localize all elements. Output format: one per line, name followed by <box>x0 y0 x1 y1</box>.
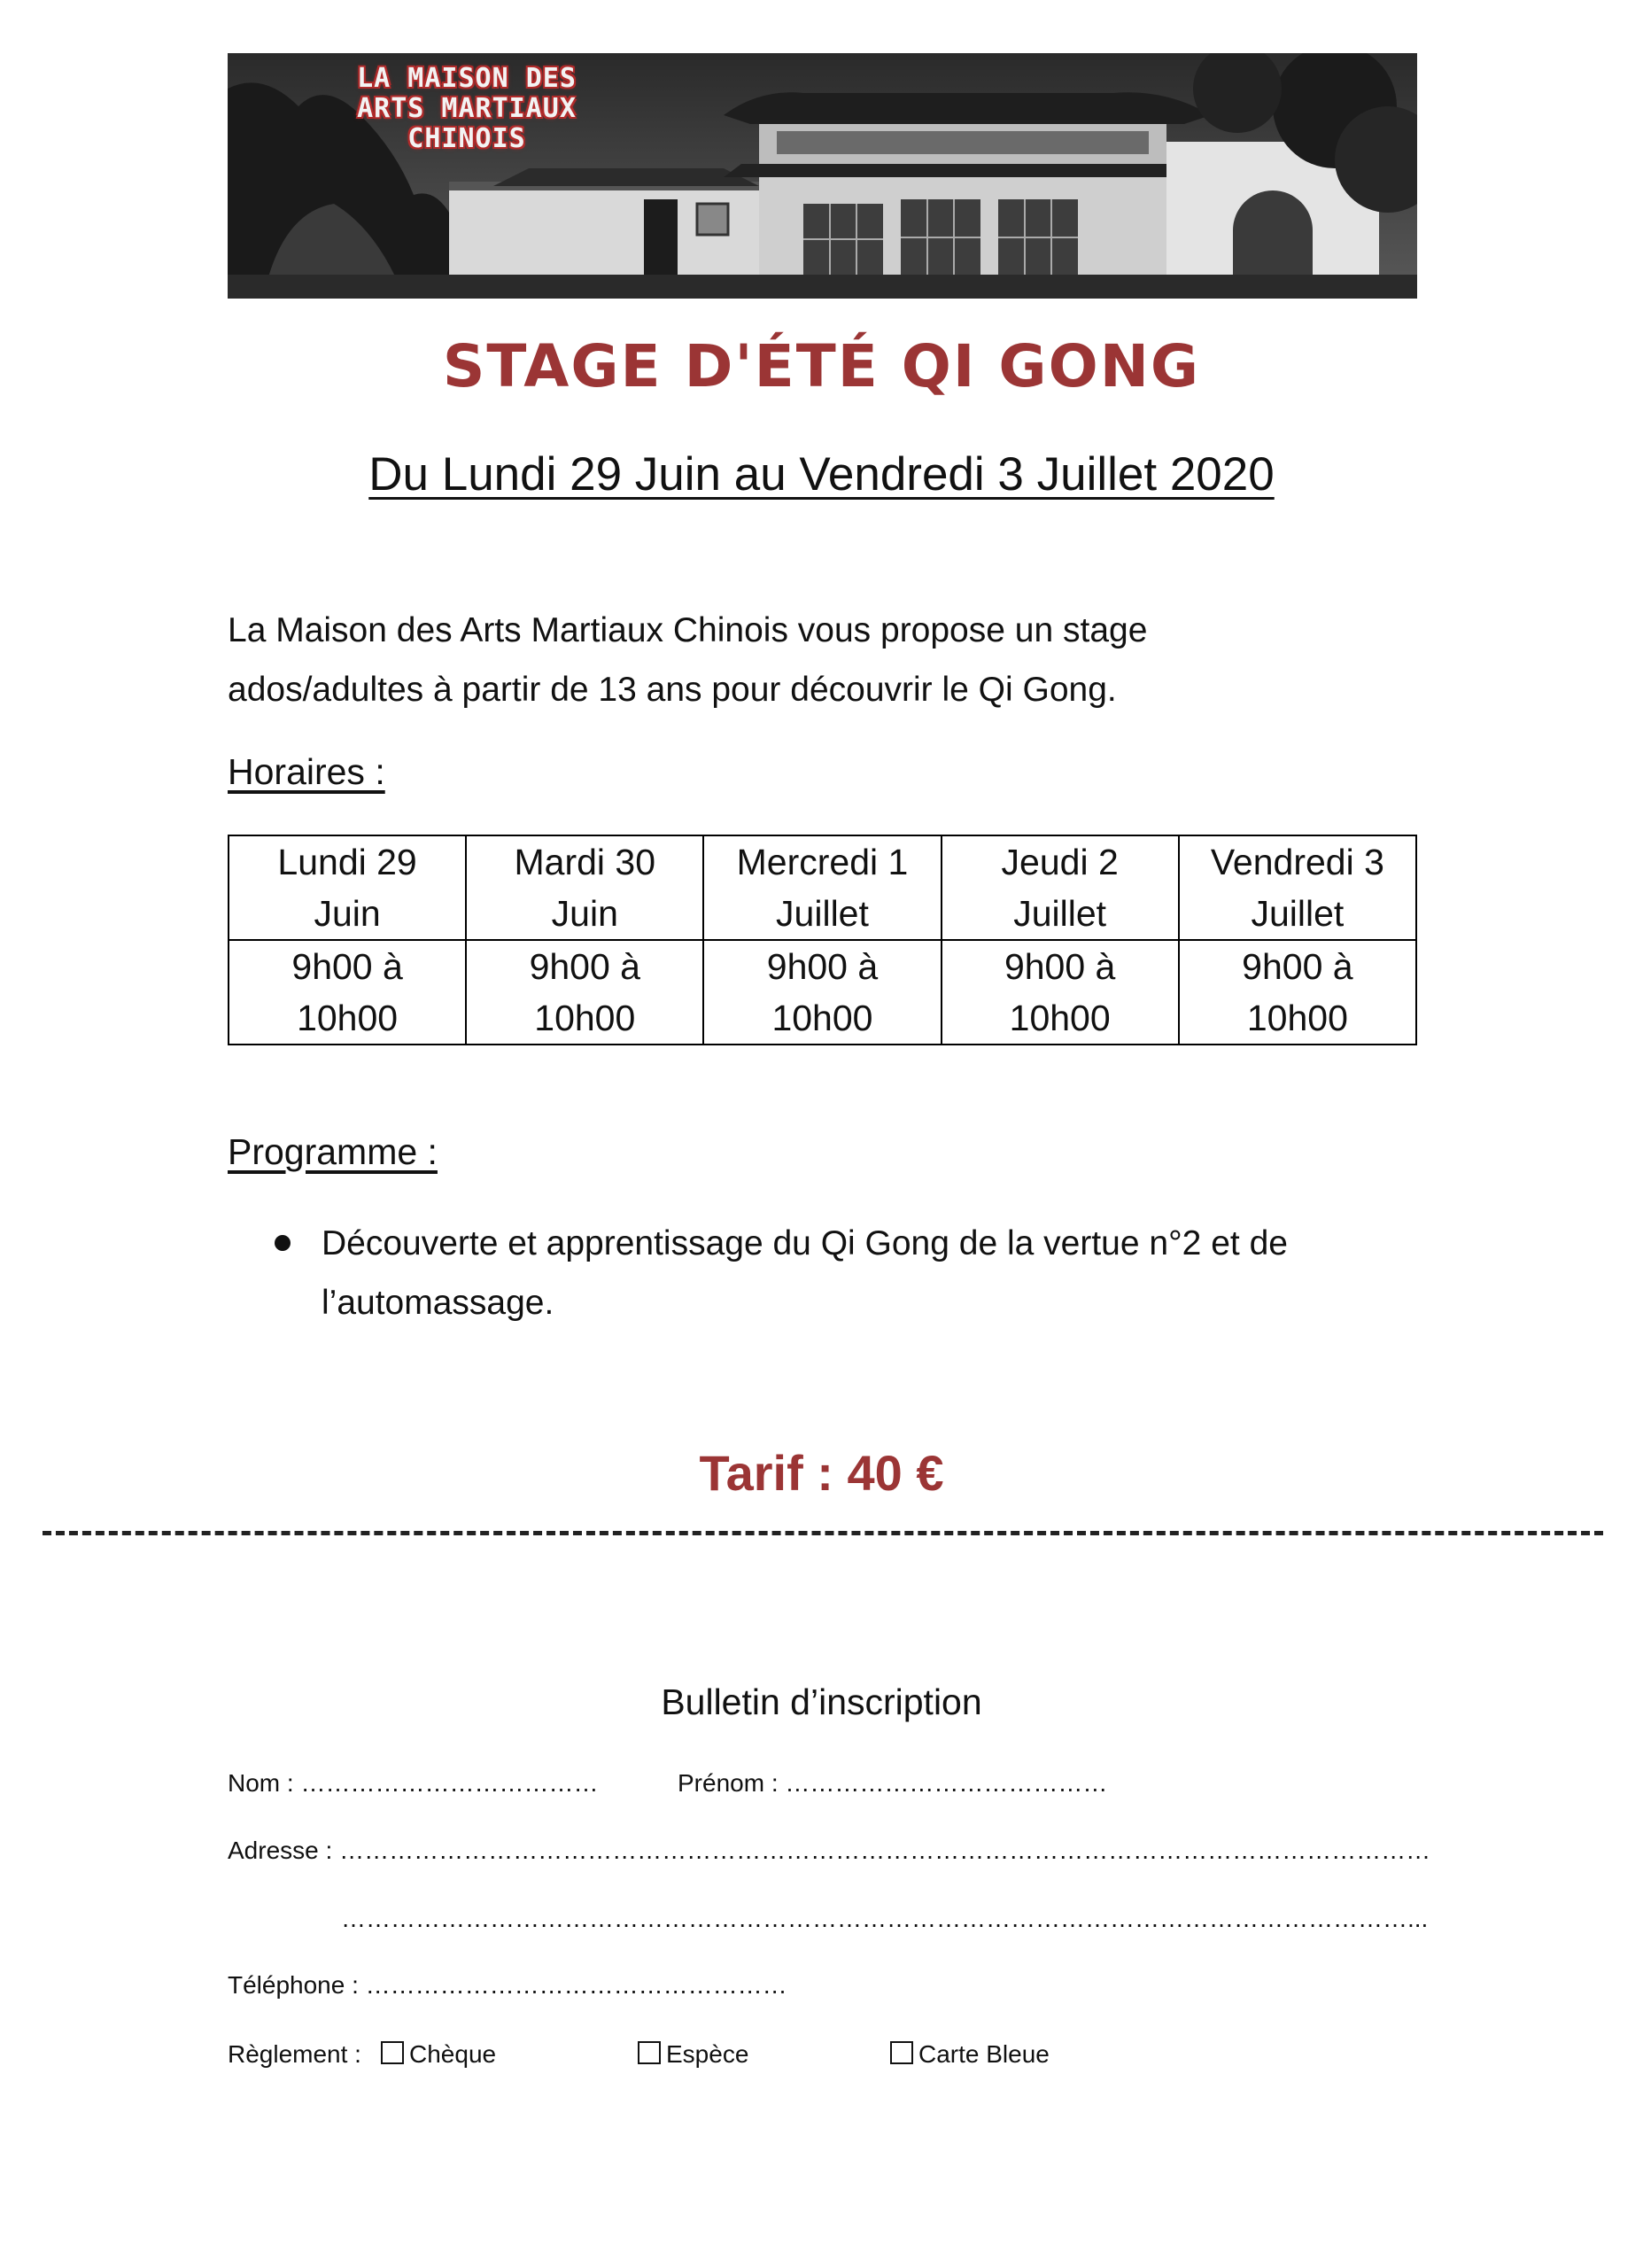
adresse-field-line-2 <box>341 1905 1428 1933</box>
schedule-time-cell <box>229 940 466 1045</box>
day-line-1: Vendredi 3 <box>1210 842 1384 882</box>
schedule-day-cell <box>1179 835 1416 940</box>
prenom-blank: ………………………………… <box>785 1769 1108 1797</box>
form-title: Bulletin d’inscription <box>661 1682 982 1722</box>
checkbox-icon[interactable] <box>638 2041 661 2064</box>
schedule-table <box>228 835 1417 1045</box>
time-line-1: 9h00 à <box>1242 946 1353 987</box>
schedule-times-row <box>229 940 1416 1045</box>
intro-line-1: La Maison des Arts Martiaux Chinois vous propose un stage <box>228 611 1148 649</box>
schedule-day-cell <box>942 835 1179 940</box>
intro-line-2: ados/adultes à partir de 13 ans pour découvrir le Qi Gong. <box>228 671 1117 709</box>
nom-label: Nom : <box>228 1769 301 1797</box>
reglement-label: Règlement : <box>228 2040 361 2068</box>
checkbox-icon[interactable] <box>381 2041 404 2064</box>
day-line-2: Juin <box>314 893 381 934</box>
horaires-heading: Horaires : <box>228 751 385 792</box>
payment-option-label: Espèce <box>666 2040 749 2068</box>
schedule-days-row <box>229 835 1416 940</box>
tarif-price: Tarif : 40 € <box>699 1445 944 1501</box>
adresse-field <box>228 1837 1430 1865</box>
intro-paragraph <box>228 601 1335 719</box>
payment-option-label: Carte Bleue <box>918 2040 1050 2068</box>
time-line-2: 10h00 <box>297 998 399 1038</box>
payment-option-label: Chèque <box>409 2040 497 2068</box>
time-line-2: 10h00 <box>1246 998 1348 1038</box>
day-line-2: Juin <box>551 893 618 934</box>
payment-option-espece[interactable] <box>638 2040 748 2069</box>
programme-item-line-1: Découverte et apprentissage du Qi Gong de la vertue n°2 et de <box>322 1224 1288 1262</box>
header-banner-photo <box>228 53 1417 299</box>
schedule-day-cell <box>703 835 941 940</box>
date-range-subtitle: Du Lundi 29 Juin au Vendredi 3 Juillet 2020 <box>368 448 1275 501</box>
telephone-field <box>228 1971 787 2000</box>
schedule-time-cell <box>1179 940 1416 1045</box>
schedule-day-cell <box>466 835 703 940</box>
reglement-field <box>228 2040 361 2069</box>
day-line-1: Lundi 29 <box>277 842 417 882</box>
day-line-2: Juillet <box>776 893 869 934</box>
prenom-label: Prénom : <box>678 1769 786 1797</box>
adresse-blank-2: …………………………………………………………………………………………………………………... <box>341 1905 1429 1932</box>
time-line-2: 10h00 <box>771 998 873 1038</box>
day-line-2: Juillet <box>1013 893 1107 934</box>
adresse-blank-1: …………………………………………………………………………………………………………………… <box>339 1837 1431 1864</box>
maison-logo <box>307 64 626 154</box>
bullet-icon <box>275 1235 291 1251</box>
payment-option-cheque[interactable] <box>381 2040 496 2069</box>
day-line-2: Juillet <box>1251 893 1345 934</box>
schedule-time-cell <box>703 940 941 1045</box>
programme-item-text <box>322 1214 1429 1332</box>
programme-heading: Programme : <box>228 1131 438 1172</box>
time-line-1: 9h00 à <box>766 946 879 987</box>
payment-option-carte-bleue[interactable] <box>890 2040 1050 2069</box>
time-line-2: 10h00 <box>534 998 636 1038</box>
adresse-label: Adresse : <box>228 1837 340 1864</box>
time-line-1: 9h00 à <box>291 946 403 987</box>
logo-line-2: ARTS MARTIAUX <box>357 93 577 124</box>
time-line-2: 10h00 <box>1009 998 1111 1038</box>
checkbox-icon[interactable] <box>890 2041 913 2064</box>
list-item <box>275 1214 1426 1332</box>
logo-line-1: LA MAISON DES <box>357 63 577 94</box>
page-title: STAGE D'ÉTÉ QI GONG <box>442 332 1201 400</box>
telephone-label: Téléphone : <box>228 1971 366 1999</box>
schedule-day-cell <box>229 835 466 940</box>
day-line-1: Mercredi 1 <box>736 842 909 882</box>
logo-line-3: CHINOIS <box>407 123 526 154</box>
programme-item-line-2: l’automassage. <box>322 1284 554 1322</box>
day-line-1: Jeudi 2 <box>1001 842 1119 882</box>
schedule-time-cell <box>942 940 1179 1045</box>
schedule-time-cell <box>466 940 703 1045</box>
day-line-1: Mardi 30 <box>514 842 656 882</box>
programme-list <box>275 1214 1426 1332</box>
time-line-1: 9h00 à <box>1004 946 1116 987</box>
cut-here-divider <box>43 1531 1603 1535</box>
prenom-field <box>678 1769 1107 1798</box>
nom-field <box>228 1769 598 1798</box>
telephone-blank: …………………………………………… <box>365 1971 787 1999</box>
time-line-1: 9h00 à <box>529 946 640 987</box>
nom-blank: ……………………………… <box>300 1769 599 1797</box>
